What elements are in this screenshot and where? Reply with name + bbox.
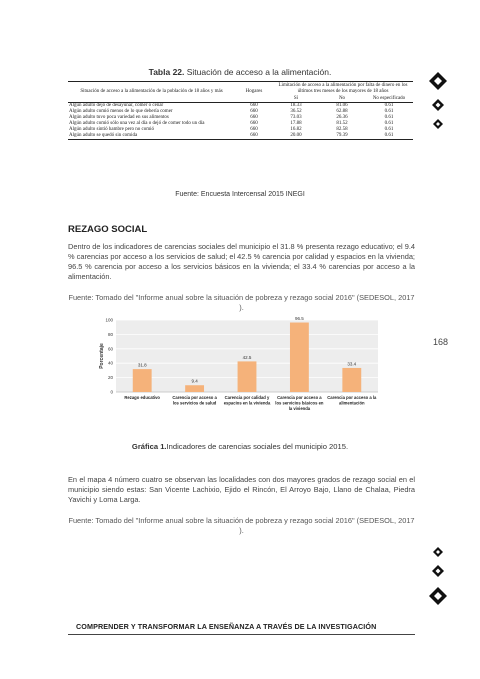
table-title-text: Situación de acceso a la alimentación. [184, 67, 332, 77]
row-label: Algún adulto comió menos de lo que debería comer [69, 109, 173, 114]
diamond-small-icon [432, 546, 444, 558]
y-tick-label: 40 [107, 360, 113, 366]
table-row [68, 133, 413, 140]
header-no: No [319, 96, 365, 103]
x-tick-label: Rezago educativo [124, 395, 161, 400]
y-tick-label: 100 [105, 317, 113, 323]
footer-divider [68, 634, 415, 635]
bar [290, 323, 309, 392]
y-tick-label: 0 [110, 389, 113, 395]
row-si: 17.88 [290, 121, 302, 126]
x-tick-label: los servicios básicos en [275, 400, 324, 406]
header-no-especificado: No especificado [365, 96, 413, 103]
x-tick-label: espacios en la vivienda [223, 400, 271, 406]
row-label: Algún adulto dejó de desayunar, comer o cenar [69, 103, 164, 108]
row-no: 81.52 [336, 121, 348, 126]
bar [238, 361, 257, 392]
x-tick-label: Carencia por acceso a la [327, 395, 377, 400]
row-no-especificado: 0.61 [384, 109, 394, 114]
bar-value-label: 31.8 [137, 362, 147, 368]
table-body [68, 103, 413, 140]
section-heading: REZAGO SOCIAL [68, 224, 148, 235]
chart-source: Fuente: Tomado del "Informe anual sobre la situación de pobreza y rezago social 2016" (SEDESOL, 2017 ). [68, 293, 415, 312]
row-si: 20.00 [273, 133, 319, 140]
row-no: 62.88 [336, 109, 348, 114]
x-tick-label: Carencia por acceso a [172, 395, 217, 400]
chart-caption [0, 442, 480, 451]
y-axis-label: Porcentaje [99, 343, 105, 369]
diamond-large-icon [428, 71, 448, 91]
row-hogares: 660 [250, 115, 258, 120]
y-tick-label: 20 [107, 375, 113, 381]
row-hogares: 660 [250, 109, 258, 114]
row-hogares: 660 [250, 121, 258, 126]
row-label: Algún adulto sintió hambre pero no comió [69, 127, 154, 132]
bar [342, 368, 361, 392]
x-tick-label: la vivienda [288, 406, 311, 411]
row-no-especificado: 0.61 [365, 133, 413, 140]
y-tick-label: 80 [107, 331, 113, 337]
table-title [0, 67, 480, 77]
row-hogares: 660 [250, 103, 258, 108]
bar-value-label: 96.5 [295, 316, 304, 322]
row-label: Algún adulto comió sólo una vez al día o dejó de comer todo un día [69, 121, 205, 126]
row-hogares: 660 [235, 133, 273, 140]
bar [185, 385, 204, 392]
x-tick-label: alimentación [338, 400, 365, 406]
row-no: 82.58 [336, 127, 348, 132]
caption-label: Gráfica 1. [131, 442, 167, 451]
row-label: Algún adulto tuvo poca variedad en sus alimentos [69, 115, 169, 120]
footer-title: COMPRENDER Y TRANSFORMAR LA ENSEÑANZA A TRAVÉS DE LA INVESTIGACIÓN [76, 622, 377, 631]
header-situation: Situación de acceso a la alimentación de la población de 18 años y más [68, 82, 235, 103]
row-no-especificado: 0.61 [384, 103, 394, 108]
paragraph-indicators: Dentro de los indicadores de carencias sociales del municipio el 31.8 % presenta rezago educativo; el 9.4 % carencias por acceso a los servicios de salud; el 42.5 % carencia por calidad y espacios en la vivienda; 96.5 % carencia por acceso a los servicios básicos en la vivienda; el 33.4 % carencias por acceso a la alimentación. [68, 242, 415, 281]
row-no-especificado: 0.61 [384, 115, 394, 120]
x-tick-label: Carencia por calidad y [224, 395, 270, 400]
caption-text: Indicadores de carencias sociales del municipio 2015. [166, 442, 349, 451]
row-no-especificado: 0.61 [384, 127, 394, 132]
row-no: 79.39 [319, 133, 365, 140]
x-tick-label: los servicios de salud [172, 400, 217, 406]
row-no-especificado: 0.61 [384, 121, 394, 126]
diamond-small-icon [432, 118, 444, 130]
table-title-label: Tabla 22. [148, 67, 185, 77]
diamond-large-icon [428, 586, 448, 606]
row-hogares: 660 [250, 127, 258, 132]
bar-value-label: 9.4 [191, 378, 198, 384]
map-source: Fuente: Tomado del "Informe anual sobre la situación de pobreza y rezago social 2016" (SEDESOL, 2017 ). [68, 516, 415, 535]
header-si: Sí [273, 96, 319, 103]
food-access-table [68, 81, 413, 140]
diamond-medium-icon [431, 98, 445, 112]
paragraph-map: En el mapa 4 número cuatro se observan las localidades con dos mayores grados de rezago social en el municipio siendo estas: San Vicente Lachixio, Ejido el Rincón, El Arroyo Bajo, Llano de Chalaa, Piedra Yavichi y Loma Larga. [68, 475, 415, 504]
row-si: 73.03 [290, 115, 302, 120]
header-households: Hogares [235, 82, 273, 103]
row-no: 26.36 [336, 115, 348, 120]
x-tick-label: Carencia por acceso a [277, 395, 322, 400]
diamond-medium-icon [431, 564, 445, 578]
bar-value-label: 42.5 [242, 354, 252, 360]
table-source: Fuente: Encuesta Intercensal 2015 INEGI [175, 191, 305, 198]
y-tick-label: 60 [107, 346, 113, 352]
social-deprivation-chart [94, 314, 384, 424]
bar [133, 369, 152, 392]
row-si: 16.82 [290, 127, 302, 132]
bar-value-label: 33.4 [347, 361, 357, 367]
page-number: 168 [433, 337, 449, 347]
row-si: 18.33 [290, 103, 302, 108]
header-limitation: Limitación de acceso a la alimentación por falta de dinero en los últimos tres meses de los mayores de 18 años [273, 82, 413, 97]
row-label: Algún adulto se quedó sin comida [68, 133, 235, 140]
row-no: 81.06 [336, 103, 348, 108]
row-si: 36.52 [290, 109, 302, 114]
